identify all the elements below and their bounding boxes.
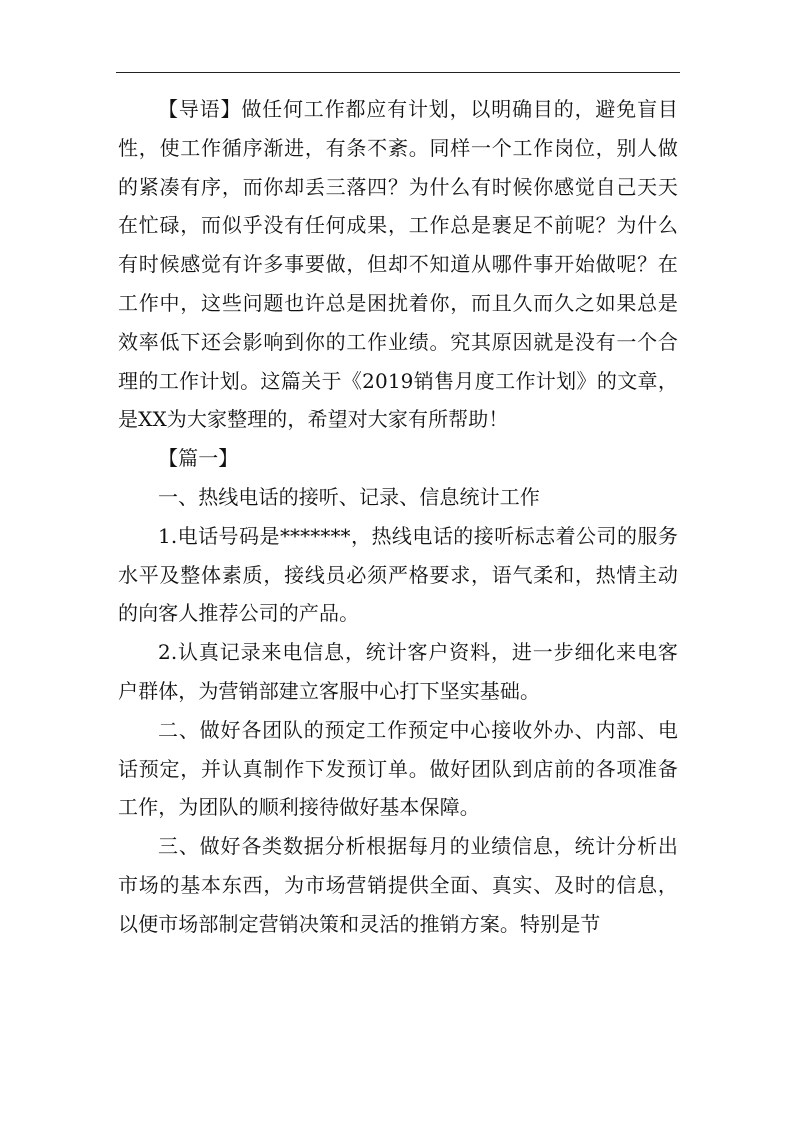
item-data-analysis: 三、做好各类数据分析根据每月的业绩信息，统计分析出市场的基本东西，为市场营销提供全面、真实、及时的信息，以便市场部制定营销决策和灵活的推销方案。特别是节 — [118, 834, 678, 936]
intro-paragraph: 【导语】做任何工作都应有计划，以明确目的，避免盲目性，使工作循序渐进，有条不紊。同样一个工作岗位，别人做的紧凑有序，而你却丢三落四？为什么有时候你感觉自己天天在忙碌，而似乎没有任何成果，工作总是裹足不前呢？为什么有时候感觉有许多事要做，但却不知道从哪件事开始做呢？在工作中，这些问题也许总是困扰着你，而且久而久之如果总是效率低下还会影响到你的工作业绩。究其原因就是没有一个合理的工作计划。这篇关于《2019销售月度工作计划》的文章，是XX为大家整理的，希望对大家有所帮助！ — [118, 97, 678, 432]
section-heading-part-one: 【篇一】 — [158, 446, 239, 471]
item-heading-hotline: 一、热线电话的接听、记录、信息统计工作 — [158, 484, 540, 509]
item-phone-number: 1.电话号码是*******，热线电话的接听标志着公司的服务水平及整体素质，接线员必须严格要求，语气柔和，热情主动的向客人推荐公司的产品。 — [118, 523, 678, 626]
header-rule — [116, 72, 680, 73]
item-team-booking: 二、做好各团队的预定工作预定中心接收外办、内部、电话预定，并认真制作下发预订单。做好团队到店前的各项准备工作，为团队的顺利接待做好基本保障。 — [118, 717, 678, 820]
document-body — [118, 90, 678, 944]
item-record-calls: 2.认真记录来电信息，统计客户资料，进一步细化来电客户群体，为营销部建立客服中心打下坚实基础。 — [118, 640, 678, 703]
